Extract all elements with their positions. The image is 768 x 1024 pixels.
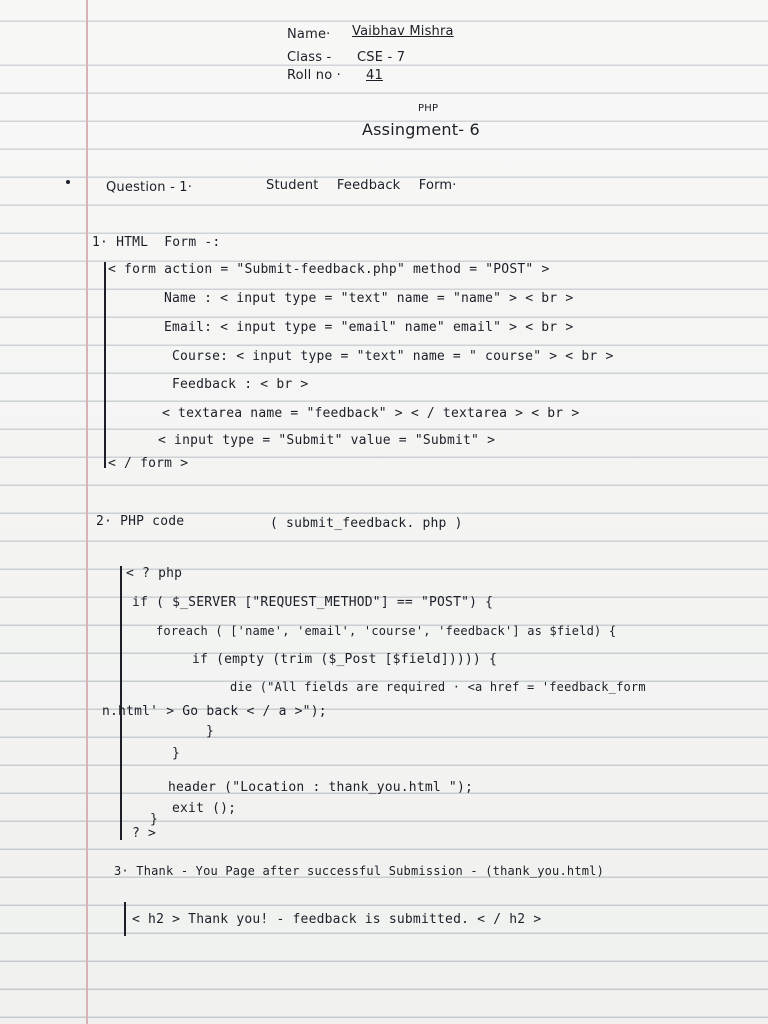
html-line-4: Course: < input type = "text" name = " course" > < br >: [172, 349, 614, 364]
name-label: Name·: [287, 27, 331, 42]
bullet-dot: [66, 180, 70, 184]
html-line-7: < input type = "Submit" value = "Submit" >: [158, 433, 496, 448]
html-line-6: < textarea name = "feedback" > < / textarea > < br >: [162, 406, 580, 421]
question-title: Student Feedback Form·: [266, 178, 457, 193]
php-line-10: exit ();: [172, 801, 237, 816]
php-line-8: }: [172, 746, 181, 761]
code-bracket-3: [124, 902, 126, 936]
php-line-9: header ("Location : thank_you.html ");: [168, 780, 474, 795]
php-line-11: }: [150, 812, 159, 827]
html-line-8: < / form >: [108, 456, 189, 471]
roll-label: Roll no ·: [287, 68, 342, 83]
section3-heading: 3· Thank - You Page after successful Submission - (thank_you.html): [114, 864, 605, 878]
php-line-1: < ? php: [126, 566, 183, 581]
name-value: Vaibhav Mishra: [352, 24, 454, 39]
php-line-3: foreach ( ['name', 'email', 'course', 'feedback'] as $field) {: [156, 624, 617, 638]
subject-label: PHP: [418, 103, 439, 114]
faded-stamp: [612, 34, 732, 84]
html-line-3: Email: < input type = "email" name" email" > < br >: [164, 320, 574, 335]
code-bracket-1: [104, 262, 106, 468]
code-bracket-2: [120, 566, 122, 840]
php-line-5: die ("All fields are required · <a href = 'feedback_form: [230, 680, 646, 694]
roll-value: 41: [366, 68, 383, 83]
section2-subheading: ( submit_feedback. php ): [270, 516, 463, 531]
php-line-2: if ( $_SERVER ["REQUEST_METHOD"] == "POST") {: [132, 595, 494, 610]
section2-heading: 2· PHP code: [96, 514, 185, 529]
margin-line: [86, 0, 88, 1024]
assignment-title: Assingment- 6: [362, 120, 480, 139]
html-line-5: Feedback : < br >: [172, 377, 309, 392]
php-line-4: if (empty (trim ($_Post [$field])))) {: [192, 652, 498, 667]
html-line-1: < form action = "Submit-feedback.php" method = "POST" >: [108, 262, 550, 277]
question-label: Question - 1·: [106, 180, 193, 195]
section1-heading: 1· HTML Form -:: [92, 235, 221, 250]
php-line-12: ? >: [132, 826, 157, 841]
php-line-7: }: [206, 724, 215, 739]
thankyou-line: < h2 > Thank you! - feedback is submitted. < / h2 >: [132, 912, 542, 927]
html-line-2: Name : < input type = "text" name = "name" > < br >: [164, 291, 574, 306]
class-value: CSE - 7: [357, 50, 406, 65]
class-label: Class -: [287, 50, 332, 65]
php-line-6: n.html' > Go back < / a >");: [102, 704, 327, 719]
